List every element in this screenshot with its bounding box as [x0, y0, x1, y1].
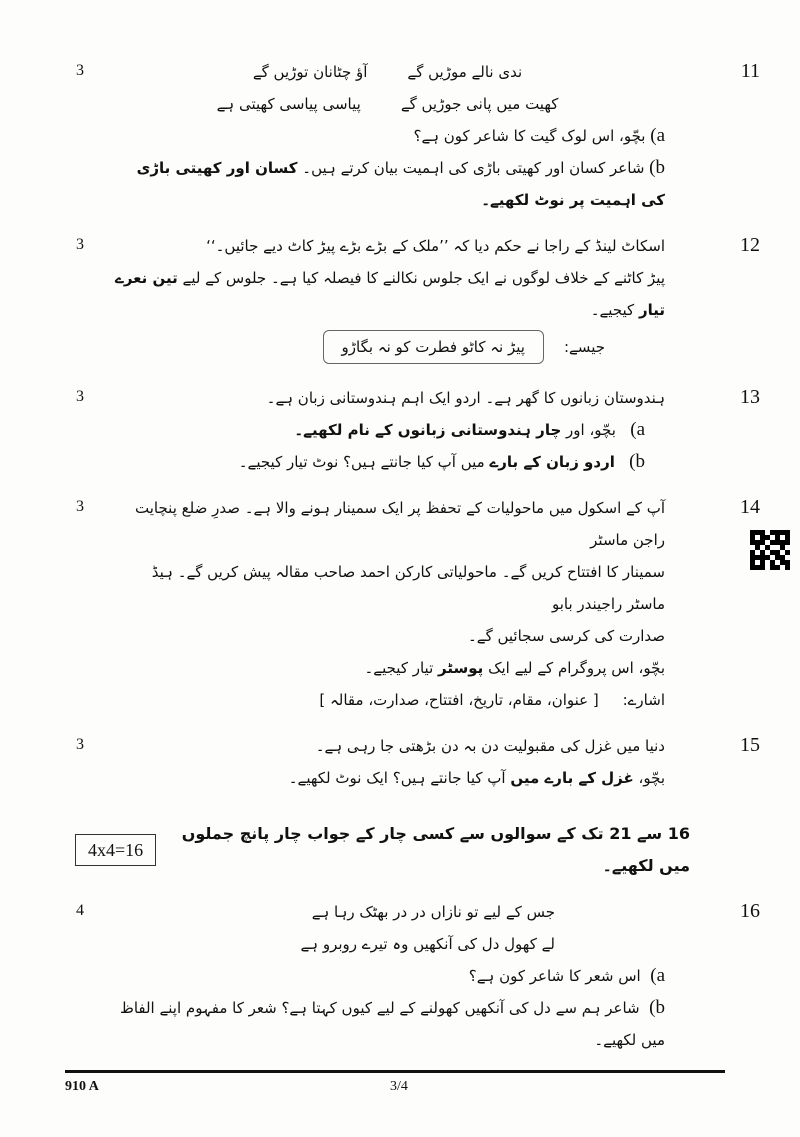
question-number: 15 [740, 734, 760, 756]
question-marks: 3 [76, 498, 84, 515]
part-text-bold: چار ہندوستانی زبانوں کے نام لکھیے۔ [294, 421, 562, 439]
part-text: اس شعر کا شاعر کون ہے؟ [468, 967, 641, 985]
part-label: b) [649, 157, 665, 178]
question-part-b [110, 446, 665, 478]
question-text: دنیا میں غزل کی مقبولیت دن بہ دن بڑھتی جا رہی ہے۔ [315, 737, 665, 755]
example-slogan: پیڑ نہ کاٹو فطرت کو نہ بگاڑو [323, 330, 544, 364]
question-13 [76, 382, 760, 478]
verse-line: جس کے لیے تو نازاں در در بھٹک رہا ہے [311, 903, 555, 921]
question-11 [76, 56, 760, 216]
question-marks: 3 [76, 62, 84, 79]
qr-code-icon [750, 530, 790, 570]
verse-line-2 [110, 88, 665, 120]
example-label: جیسے: [563, 338, 605, 356]
hints-list: [ عنوان، مقام، تاریخ، افتتاح، صدارت، مقالہ ] [319, 691, 599, 709]
section-heading [75, 818, 690, 882]
verse-half: پیاسی پیاسی کھیتی ہے [216, 95, 361, 113]
text: بچّو، [638, 769, 665, 787]
question-part-b [110, 992, 665, 1056]
part-text: بچّو، اور [566, 421, 616, 439]
question-text [110, 652, 665, 684]
question-part-a [110, 960, 665, 992]
section-marks-box: 4x4=16 [75, 834, 156, 866]
part-text: شاعر ہم سے دل کی آنکھیں کھولنے کے لیے کیوں کہتا ہے؟ شعر کا مفہوم اپنے الفاظ میں لکھیے۔ [119, 999, 665, 1049]
text: کیجیے۔ [590, 301, 635, 319]
text-bold: پوسٹر [438, 659, 484, 677]
part-label: b) [649, 997, 665, 1018]
question-text [110, 262, 665, 326]
hints [110, 684, 665, 716]
part-label: a) [650, 965, 665, 986]
question-number: 13 [740, 386, 760, 408]
verse-half: ندی نالے موڑیں گے [407, 63, 523, 81]
part-text: میں آپ کیا جانتے ہیں؟ نوٹ تیار کیجیے۔ [238, 453, 485, 471]
question-14 [76, 492, 760, 716]
section-instruction: 16 سے 21 تک کے سوالوں سے کسی چار کے جواب چار پانچ جملوں میں لکھیے۔ [181, 824, 690, 875]
question-part-b [110, 152, 665, 216]
text: پیڑ کاٹنے کے خلاف لوگوں نے ایک جلوس نکالنے کا فیصلہ کیا ہے۔ جلوس کے لیے [182, 269, 665, 287]
footer [65, 1070, 725, 1097]
question-text: صدارت کی کرسی سجائیں گے۔ [467, 627, 665, 645]
question-12 [76, 230, 760, 368]
part-text: بچّو، اس لوک گیت کا شاعر کون ہے؟ [413, 127, 646, 145]
paper-code: 910 A [65, 1079, 99, 1094]
verse-half: آؤ چٹانان توڑیں گے [252, 63, 368, 81]
question-text: سمینار کا افتتاح کریں گے۔ ماحولیاتی کارکن احمد صاحب مقالہ پیش کریں گے۔ ہیڈ ماسٹر راجیندر بابو [151, 563, 665, 613]
text-bold: تین نعرے تیار [115, 269, 665, 319]
verse-line: لے کھول دل کی آنکھیں وہ تیرے روبرو ہے [300, 935, 555, 953]
hints-label: اشارے: [622, 691, 665, 709]
part-text-bold: اردو زبان کے بارے [489, 453, 615, 471]
question-marks: 3 [76, 388, 84, 405]
part-label: a) [650, 125, 665, 146]
question-marks: 4 [76, 902, 84, 919]
question-number: 16 [740, 900, 760, 922]
text: آپ کیا جانتے ہیں؟ ایک نوٹ لکھیے۔ [288, 769, 506, 787]
page-number: 3/4 [390, 1079, 408, 1094]
question-number: 12 [740, 234, 760, 256]
question-marks: 3 [76, 736, 84, 753]
question-number: 11 [740, 60, 760, 82]
example [110, 330, 665, 364]
part-label: a) [630, 419, 645, 440]
part-text: شاعر کسان اور کھیتی باڑی کی اہمیت بیان کرتے ہیں۔ [302, 159, 645, 177]
verse-half: کھیت میں پانی جوڑیں گے [400, 95, 559, 113]
part-text-bold: کسان اور کھیتی باڑی کی اہمیت پر نوٹ لکھیے۔ [136, 159, 665, 209]
question-number: 14 [740, 496, 760, 518]
question-16 [76, 896, 760, 1056]
text: تیار کیجیے۔ [364, 659, 434, 677]
question-part-a [110, 120, 665, 152]
text-bold: غزل کے بارے میں [510, 769, 634, 787]
text: بچّو، اس پروگرام کے لیے ایک [488, 659, 665, 677]
question-text: ہندوستان زبانوں کا گھر ہے۔ اردو ایک اہم ہندوستانی زبان ہے۔ [266, 389, 665, 407]
question-text: آپ کے اسکول میں ماحولیات کے تحفظ پر ایک سمینار ہونے والا ہے۔ صدرِ ضلع پنچایت راجن ماسٹر [135, 499, 665, 549]
question-15 [76, 730, 760, 794]
question-text: اسکاٹ لینڈ کے راجا نے حکم دیا کہ ’’ملک کے بڑے بڑے پیڑ کاٹ دیے جائیں۔‘‘ [206, 237, 665, 255]
part-label: b) [629, 451, 645, 472]
question-part-a [110, 414, 665, 446]
question-text [110, 762, 665, 794]
verse-line-1 [110, 56, 665, 88]
question-marks: 3 [76, 236, 84, 253]
